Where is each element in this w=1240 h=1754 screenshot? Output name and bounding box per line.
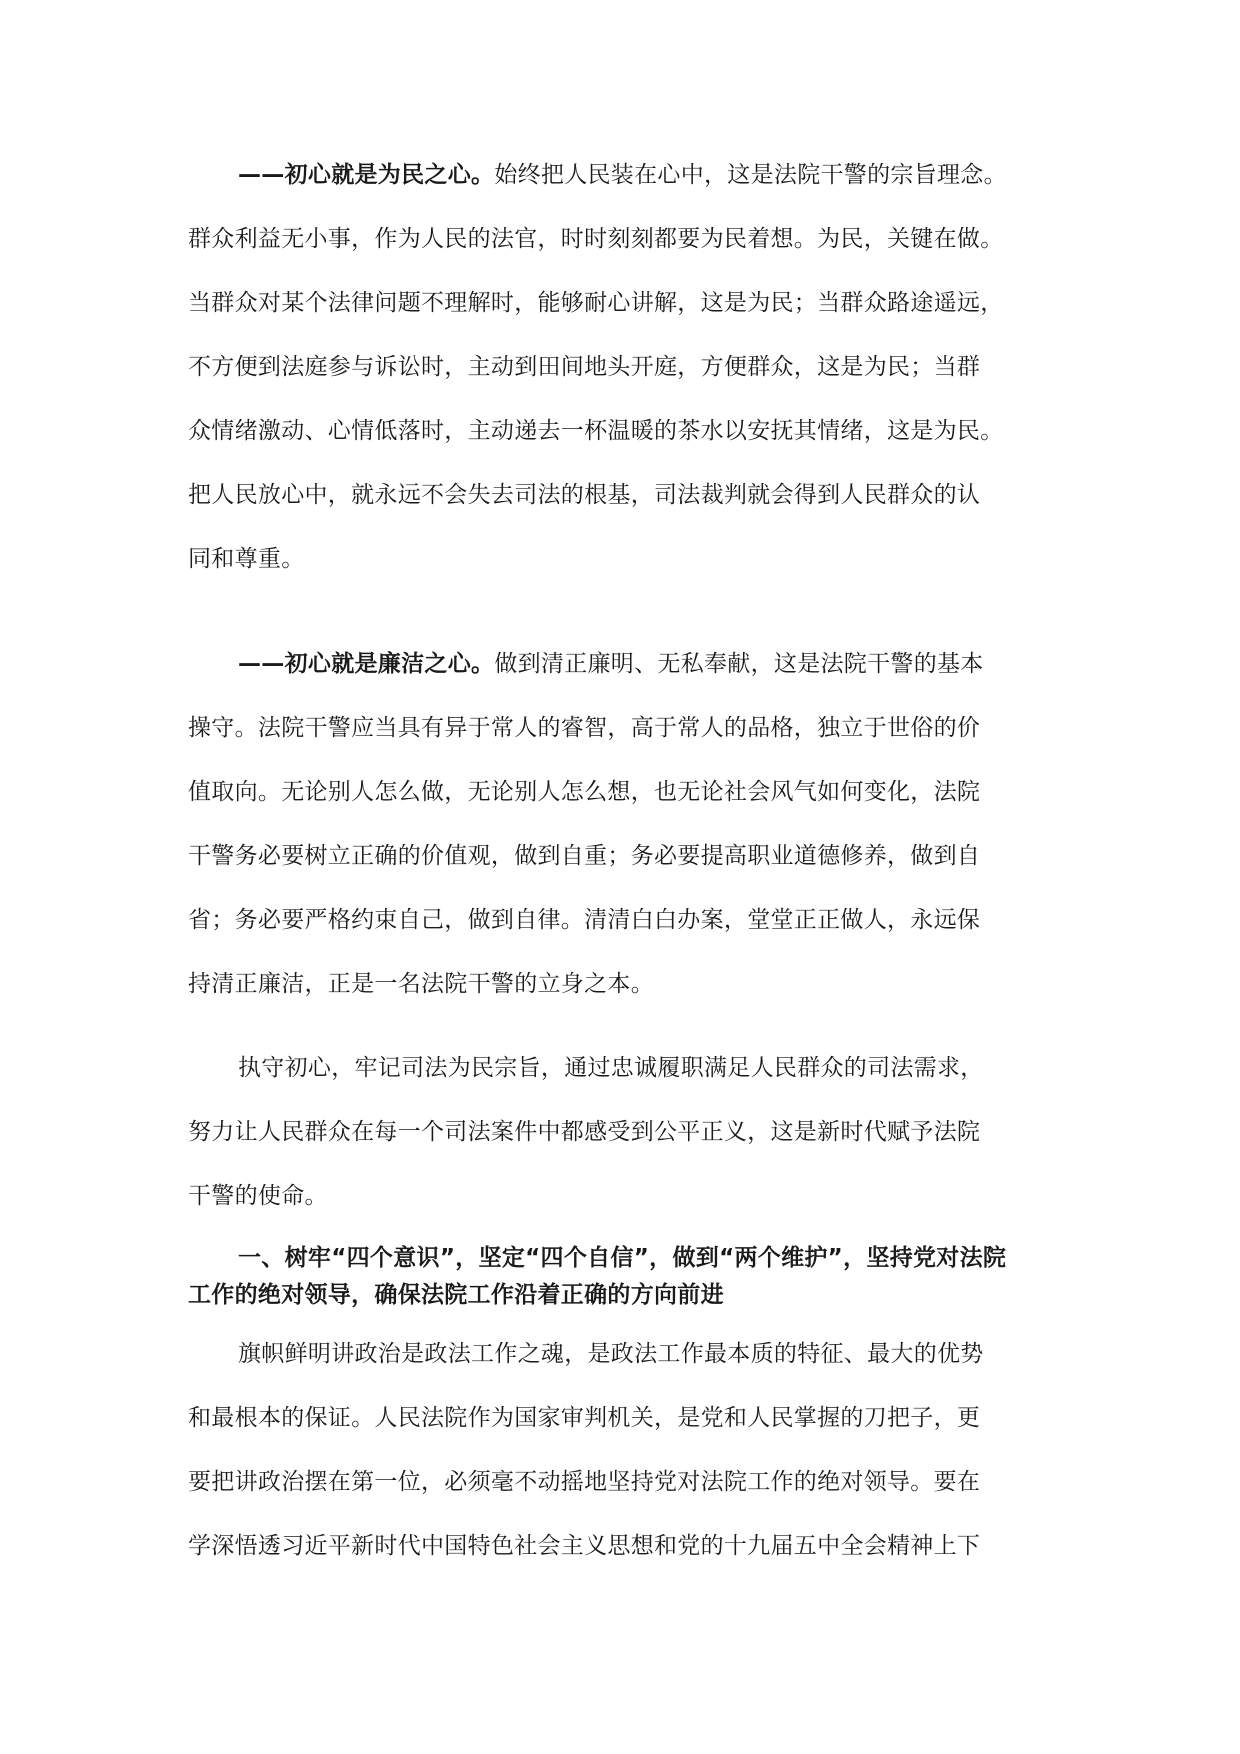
text-line: 同和尊重。 — [188, 546, 305, 572]
text-line: 干警的使命。 — [188, 1183, 328, 1209]
text-line: 持清正廉洁，正是一名法院干警的立身之本。 — [188, 971, 654, 997]
paragraph-zhi-shou — [188, 1036, 1068, 1228]
text-line: ——初心就是为民之心。始终把人民装在心中，这是法院干警的宗旨理念。 — [238, 162, 1007, 188]
heading-line: 一、树牢“四个意识”，坚定“四个自信”，做到“两个维护”，坚持党对法院 — [238, 1245, 1007, 1271]
text-line: 当群众对某个法律问题不理解时，能够耐心讲解，这是为民；当群众路途遥远， — [188, 290, 1004, 316]
paragraph-lian-jie — [188, 632, 1068, 1016]
section-heading — [188, 1240, 1068, 1314]
text-line: 众情绪激动、心情低落时，主动递去一杯温暖的茶水以安抚其情绪，这是为民。 — [188, 418, 1004, 444]
text-line: 不方便到法庭参与诉讼时，主动到田间地头开庭，方便群众，这是为民；当群 — [188, 354, 981, 380]
text-line: 把人民放心中，就永远不会失去司法的根基，司法裁判就会得到人民群众的认 — [188, 482, 981, 508]
bold-lead: ——初心就是为民之心。 — [238, 162, 495, 188]
text-line: 要把讲政治摆在第一位，必须毫不动摇地坚持党对法院工作的绝对领导。要在 — [188, 1469, 981, 1495]
text-line: 执守初心，牢记司法为民宗旨，通过忠诚履职满足人民群众的司法需求， — [238, 1055, 984, 1081]
text-line: 努力让人民群众在每一个司法案件中都感受到公平正义，这是新时代赋予法院 — [188, 1119, 981, 1145]
paragraph-wei-min — [188, 143, 1068, 591]
text-line: 群众利益无小事，作为人民的法官，时时刻刻都要为民着想。为民，关键在做。 — [188, 226, 1004, 252]
paragraph-jiang-zheng-zhi — [188, 1322, 1068, 1578]
text-line: 操守。法院干警应当具有异于常人的睿智，高于常人的品格，独立于世俗的价 — [188, 715, 981, 741]
text-line: 干警务必要树立正确的价值观，做到自重；务必要提高职业道德修养，做到自 — [188, 843, 981, 869]
text-line: 旗帜鲜明讲政治是政法工作之魂，是政法工作最本质的特征、最大的优势 — [238, 1341, 984, 1367]
bold-lead: ——初心就是廉洁之心。 — [238, 651, 495, 677]
text-line: 和最根本的保证。人民法院作为国家审判机关，是党和人民掌握的刀把子，更 — [188, 1405, 981, 1431]
heading-line: 工作的绝对领导，确保法院工作沿着正确的方向前进 — [188, 1282, 724, 1308]
text-line: 学深悟透习近平新时代中国特色社会主义思想和党的十九届五中全会精神上下 — [188, 1533, 981, 1559]
text-line: 省；务必要严格约束自己，做到自律。清清白白办案，堂堂正正做人，永远保 — [188, 907, 981, 933]
text-line: 值取向。无论别人怎么做，无论别人怎么想，也无论社会风气如何变化，法院 — [188, 779, 981, 805]
text-line: ——初心就是廉洁之心。做到清正廉明、无私奉献，这是法院干警的基本 — [238, 651, 984, 677]
